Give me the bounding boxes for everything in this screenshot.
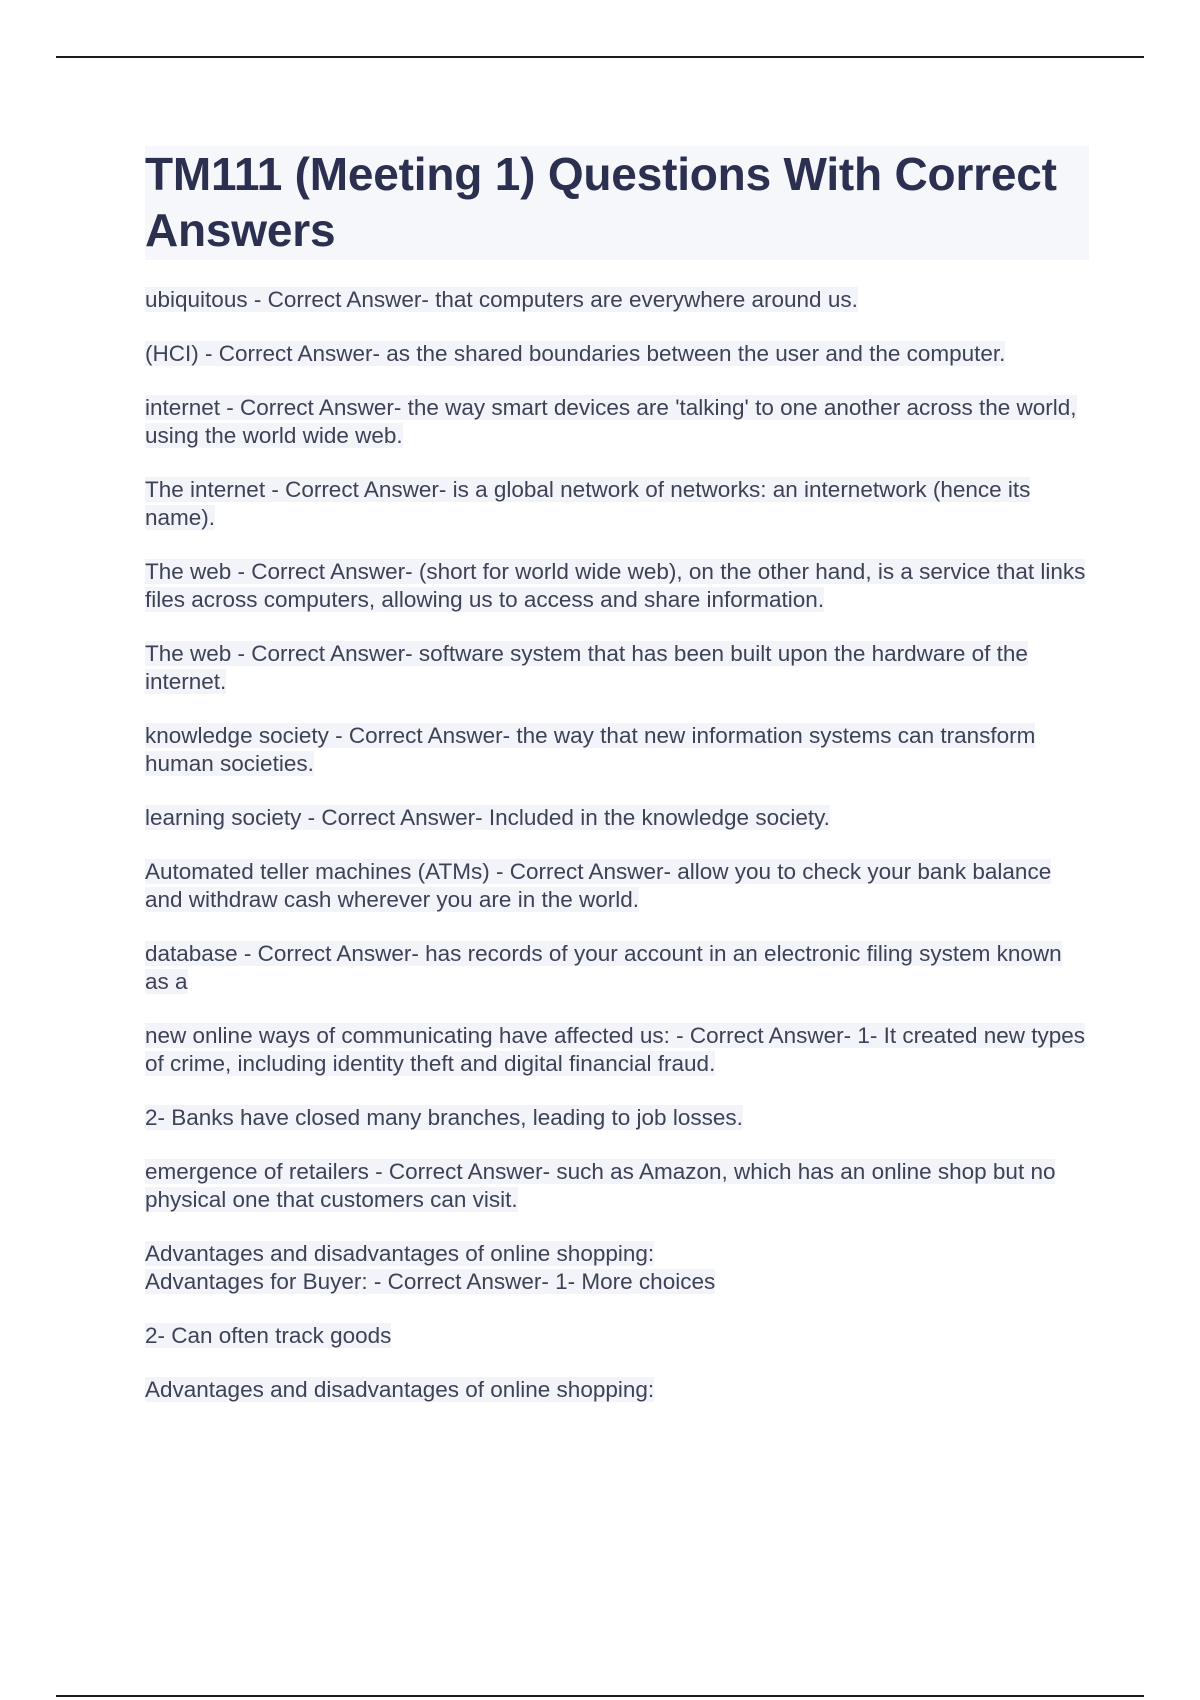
qa-text: (HCI) - Correct Answer- as the shared boundaries between the user and the computer.	[145, 341, 1006, 366]
qa-item	[145, 394, 1089, 450]
qa-text: database - Correct Answer- has records of your account in an electronic filing system known as a	[145, 941, 1062, 994]
qa-item	[145, 1158, 1089, 1214]
qa-item	[145, 722, 1089, 778]
qa-list	[145, 286, 1089, 1404]
qa-text: ubiquitous - Correct Answer- that computers are everywhere around us.	[145, 287, 858, 312]
title-block	[145, 146, 1089, 260]
qa-item	[145, 340, 1089, 368]
qa-text: The internet - Correct Answer- is a global network of networks: an internetwork (hence its name).	[145, 477, 1031, 530]
qa-text: Advantages and disadvantages of online shopping:	[145, 1377, 655, 1402]
qa-text: 2- Banks have closed many branches, leading to job losses.	[145, 1105, 743, 1130]
qa-text: internet - Correct Answer- the way smart devices are 'talking' to one another across the world, using the world wide web.	[145, 395, 1077, 448]
qa-text: knowledge society - Correct Answer- the way that new information systems can transform human societies.	[145, 723, 1036, 776]
qa-text: Automated teller machines (ATMs) - Correct Answer- allow you to check your bank balance and withdraw cash wherever you are in the world.	[145, 859, 1052, 912]
qa-item	[145, 1376, 1089, 1404]
qa-text: new online ways of communicating have affected us: - Correct Answer- 1- It created new types of crime, including identity theft and digital financial fraud.	[145, 1023, 1086, 1076]
bottom-rule	[56, 1695, 1144, 1697]
qa-item	[145, 476, 1089, 532]
qa-text: emergence of retailers - Correct Answer- such as Amazon, which has an online shop but no physical one that customers can visit.	[145, 1159, 1056, 1212]
qa-item	[145, 1104, 1089, 1132]
qa-item	[145, 804, 1089, 832]
qa-item	[145, 940, 1089, 996]
qa-item	[145, 1322, 1089, 1350]
qa-item	[145, 1022, 1089, 1078]
document-title: TM111 (Meeting 1) Questions With Correct Answers	[145, 148, 1057, 256]
qa-text: Advantages and disadvantages of online shopping: Advantages for Buyer: - Correct Answer- 1- More choices	[145, 1241, 716, 1294]
qa-item	[145, 286, 1089, 314]
qa-item	[145, 640, 1089, 696]
qa-text: The web - Correct Answer- (short for world wide web), on the other hand, is a service that links files across computers, allowing us to access and share information.	[145, 559, 1086, 612]
qa-item	[145, 1240, 1089, 1296]
qa-text: The web - Correct Answer- software system that has been built upon the hardware of the internet.	[145, 641, 1028, 694]
qa-text: learning society - Correct Answer- Included in the knowledge society.	[145, 805, 830, 830]
qa-item	[145, 558, 1089, 614]
qa-item	[145, 858, 1089, 914]
document-body	[145, 146, 1089, 1430]
top-rule	[56, 56, 1144, 58]
qa-text: 2- Can often track goods	[145, 1323, 392, 1348]
